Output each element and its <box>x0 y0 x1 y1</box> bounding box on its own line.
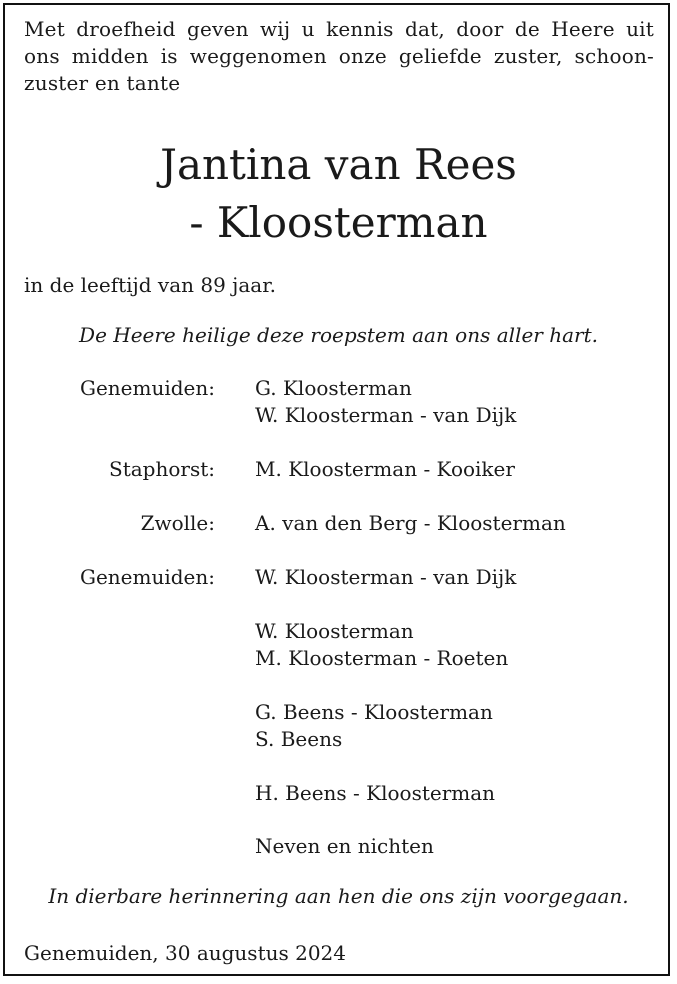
age-text: in de leeftijd van 89 jaar. <box>24 273 276 297</box>
family-member: G. Beens - Kloosterman <box>255 700 493 724</box>
deceased-name-line-1: Jantina van Rees <box>160 140 517 189</box>
family-member: H. Beens - Kloosterman <box>255 781 496 805</box>
family-place-zwolle: Zwolle: <box>140 511 215 535</box>
intro-line-1: Met droefheid geven wij u kennis dat, door de Heere uit <box>24 17 654 41</box>
family-member: M. Kloosterman - Kooiker <box>255 457 515 481</box>
family-place-genemuiden: Genemuiden: <box>79 376 215 400</box>
family-member: A. van den Berg - Kloosterman <box>255 511 566 535</box>
place-and-date: Genemuiden, 30 augustus 2024 <box>24 941 347 965</box>
family-member: M. Kloosterman - Roeten <box>255 646 509 670</box>
family-member: W. Kloosterman - van Dijk <box>255 565 517 589</box>
intro-line-3: zuster en tante <box>24 71 181 95</box>
family-member-nephews-nieces: Neven en nichten <box>255 834 434 858</box>
family-member: W. Kloosterman <box>255 619 414 643</box>
intro-text <box>24 16 654 97</box>
family-member: W. Kloosterman - van Dijk <box>255 403 517 427</box>
family-place-genemuiden-2: Genemuiden: <box>79 565 215 589</box>
family-place-staphorst: Staphorst: <box>109 457 215 481</box>
deceased-name-line-2: - Kloosterman <box>189 198 488 247</box>
family-member: G. Kloosterman <box>255 376 412 400</box>
motto: De Heere heilige deze roepstem aan ons aller hart. <box>79 323 598 347</box>
intro-line-2: ons midden is weggenomen onze geliefde zuster, schoon- <box>24 44 654 68</box>
family-member: S. Beens <box>255 727 343 751</box>
closing-remembrance: In dierbare herinnering aan hen die ons zijn voorgegaan. <box>48 884 629 908</box>
